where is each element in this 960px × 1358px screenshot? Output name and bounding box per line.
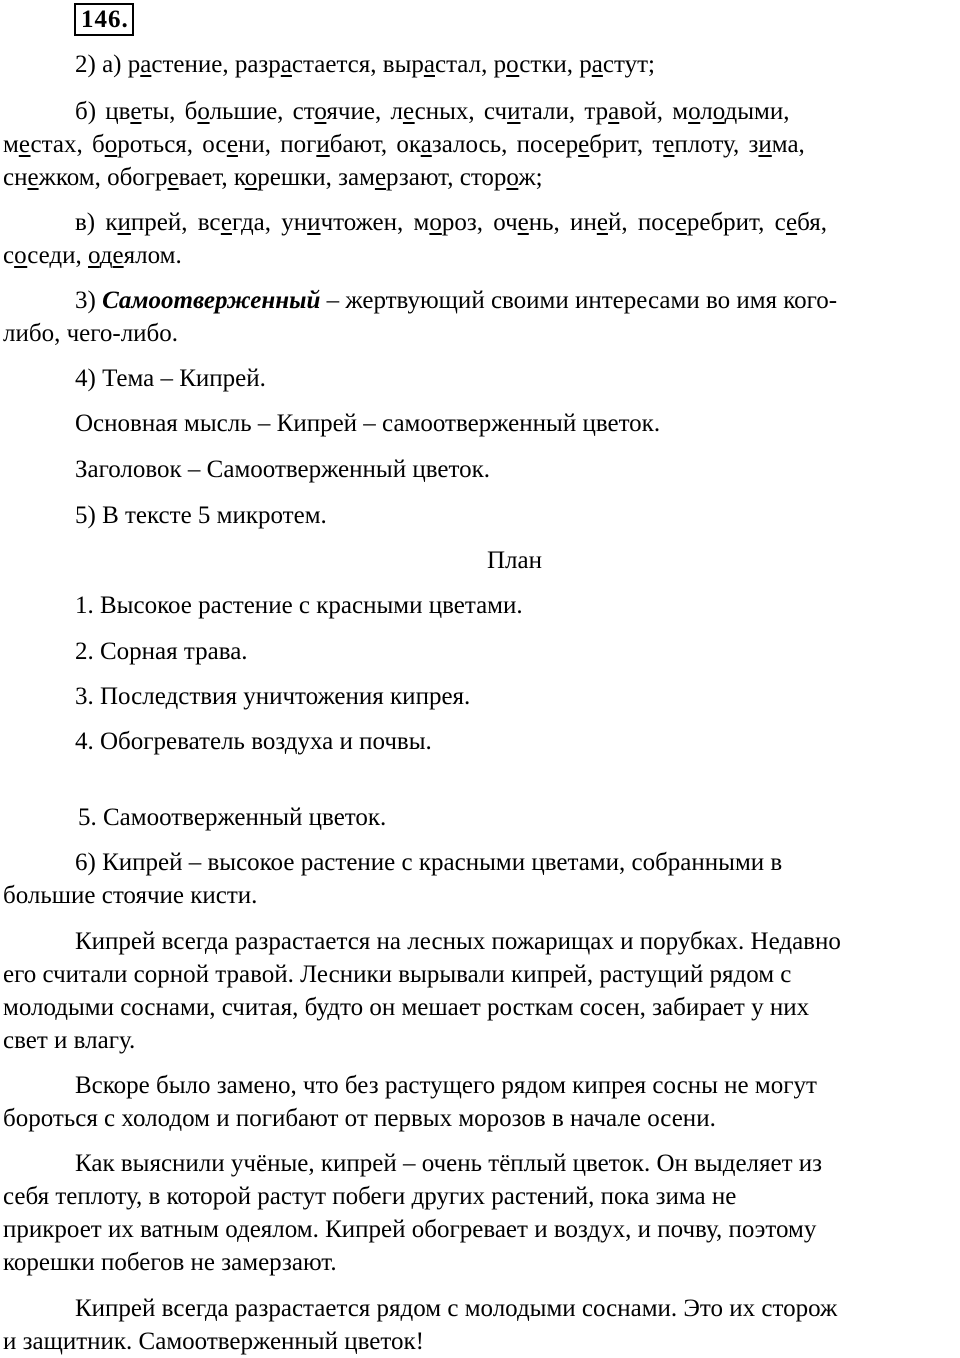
- part6-p4-line-4: корешки побегов не замерзают.: [3, 1249, 337, 1276]
- defined-term: Самоотверженный: [102, 287, 321, 314]
- text-fragment: в) к: [75, 209, 118, 236]
- underlined-letter: е: [517, 209, 529, 236]
- underlined-letter: о: [104, 131, 118, 158]
- text-fragment: роться, ос: [117, 131, 227, 158]
- text-fragment: ялом.: [123, 242, 182, 269]
- text-fragment: стки, р: [519, 51, 592, 78]
- plan-item-1: 1. Высокое растение с красными цветами.: [75, 592, 523, 619]
- part2-b-line-1: [75, 97, 790, 127]
- part4-theme: 4) Тема – Кипрей.: [75, 365, 266, 392]
- part6-p3-line-1: Вскоре было замено, что без растущего рядом кипрея сосны не могут: [75, 1072, 817, 1099]
- text-fragment: ты, б: [141, 98, 198, 125]
- underlined-letter: е: [402, 98, 415, 125]
- underlined-letter: о: [244, 164, 258, 191]
- part2-b-line-2: [3, 130, 805, 160]
- underlined-letter: о: [506, 51, 520, 78]
- underlined-letter: и: [758, 131, 772, 158]
- underlined-letter: а: [423, 51, 435, 78]
- text-fragment: стут;: [602, 51, 655, 78]
- plan-item-4: 4. Обогреватель воздуха и почвы.: [75, 728, 432, 755]
- part6-p1-line-1: 6) Кипрей – высокое растение с красными цветами, собранными в: [75, 849, 783, 876]
- underlined-letter: е: [663, 131, 675, 158]
- underlined-letter: е: [18, 131, 31, 158]
- text-fragment: с: [3, 242, 15, 269]
- underlined-letter: о: [88, 242, 100, 269]
- part2-c-line-2: [3, 241, 182, 271]
- text-fragment: ячие, л: [326, 98, 403, 125]
- text-fragment: ма,: [771, 131, 805, 158]
- underlined-letter: и: [316, 131, 330, 158]
- part6-p1-line-2: большие стоячие кисти.: [3, 882, 258, 909]
- text-fragment: бя,: [797, 209, 827, 236]
- text-fragment: жком, обогр: [38, 164, 168, 191]
- part2-a-line: [75, 50, 655, 80]
- underlined-letter: и: [307, 209, 321, 236]
- part3-line-2: [3, 319, 178, 349]
- text-fragment: либо, чего-либо.: [3, 320, 179, 347]
- part3-line-1: [75, 286, 837, 316]
- plan-item-2: 2. Сорная трава.: [75, 638, 248, 665]
- underlined-letter: е: [374, 164, 387, 191]
- underlined-letter: е: [226, 131, 238, 158]
- part4-main-idea: Основная мысль – Кипрей – самоотверженный цветок.: [75, 410, 661, 437]
- part5-intro: 5) В тексте 5 микротем.: [75, 502, 327, 529]
- text-fragment: чтожен, м: [320, 209, 430, 236]
- text-fragment: седи,: [27, 242, 89, 269]
- part6-p4-line-1: Как выяснили учёные, кипрей – очень тёплый цветок. Он выделяет из: [75, 1150, 823, 1177]
- underlined-letter: а: [608, 98, 620, 125]
- text-fragment: сн: [3, 164, 28, 191]
- text-fragment: льшие, ст: [209, 98, 315, 125]
- text-fragment: решки, зам: [257, 164, 375, 191]
- text-fragment: роз, оч: [441, 209, 518, 236]
- text-fragment: плоту, з: [674, 131, 759, 158]
- underlined-letter: а: [140, 51, 152, 78]
- text-fragment: дыми,: [724, 98, 790, 125]
- text-fragment: вой, м: [619, 98, 689, 125]
- text-fragment: брит, т: [589, 131, 664, 158]
- underlined-letter: а: [420, 131, 432, 158]
- text-fragment: – жертвующий своими интересами во имя кого-: [320, 287, 838, 314]
- text-fragment: б) цв: [75, 98, 131, 125]
- text-fragment: прей, вс: [130, 209, 221, 236]
- text-fragment: гда, ун: [231, 209, 308, 236]
- underlined-letter: о: [712, 98, 725, 125]
- text-fragment: ребрит, с: [686, 209, 786, 236]
- underlined-letter: е: [675, 209, 687, 236]
- text-fragment: стал, р: [434, 51, 507, 78]
- underlined-letter: е: [112, 242, 124, 269]
- part6-p2-line-2: его считали сорной травой. Лесники вырывали кипрей, растущий рядом с: [3, 961, 792, 988]
- underlined-letter: е: [130, 98, 142, 125]
- text-fragment: ж;: [518, 164, 543, 191]
- text-fragment: рзают, стор: [386, 164, 507, 191]
- plan-heading: План: [487, 547, 543, 574]
- text-fragment: 2) а) р: [75, 51, 141, 78]
- underlined-letter: о: [314, 98, 327, 125]
- underlined-letter: о: [197, 98, 210, 125]
- underlined-letter: о: [688, 98, 701, 125]
- part6-p3-line-2: бороться с холодом и погибают от первых морозов в начале осени.: [3, 1105, 716, 1132]
- plan-item-5: 5. Самоотверженный цветок.: [78, 804, 387, 831]
- text-fragment: бают, ок: [329, 131, 421, 158]
- underlined-letter: о: [429, 209, 442, 236]
- text-fragment: м: [3, 131, 19, 158]
- part2-c-line-1: [75, 208, 827, 238]
- text-fragment: 3): [75, 287, 103, 314]
- text-fragment: стается, выр: [291, 51, 424, 78]
- underlined-letter: а: [280, 51, 292, 78]
- part2-b-line-3: [3, 163, 543, 193]
- text-fragment: л: [700, 98, 713, 125]
- underlined-letter: о: [506, 164, 519, 191]
- text-fragment: стах, б: [30, 131, 105, 158]
- text-fragment: залось, посер: [431, 131, 579, 158]
- part6-p4-line-3: прикроет их ватным одеялом. Кипрей обогревает и воздух, и почву, поэтому: [3, 1216, 817, 1243]
- part6-p2-line-1: Кипрей всегда разрастается на лесных пожарищах и порубках. Недавно: [75, 928, 841, 955]
- text-fragment: стение, разр: [151, 51, 281, 78]
- exercise-number: 146.: [74, 3, 134, 36]
- text-fragment: сных, сч: [414, 98, 508, 125]
- underlined-letter: е: [596, 209, 608, 236]
- part6-p2-line-4: свет и влагу.: [3, 1027, 136, 1054]
- plan-item-3: 3. Последствия уничтожения кипрея.: [75, 683, 471, 710]
- underlined-letter: е: [167, 164, 179, 191]
- text-fragment: вает, к: [178, 164, 245, 191]
- underlined-letter: а: [591, 51, 603, 78]
- text-fragment: нь, ин: [528, 209, 597, 236]
- underlined-letter: е: [27, 164, 39, 191]
- part4-title: Заголовок – Самоотверженный цветок.: [75, 456, 490, 483]
- text-fragment: ни, пог: [237, 131, 317, 158]
- text-fragment: д: [99, 242, 113, 269]
- underlined-letter: о: [14, 242, 28, 269]
- part6-p5-line-2: и защитник. Самоотверженный цветок!: [3, 1328, 424, 1355]
- underlined-letter: и: [117, 209, 131, 236]
- part6-p5-line-1: Кипрей всегда разрастается рядом с молодыми соснами. Это их сторож: [75, 1295, 838, 1322]
- text-fragment: тали, тр: [520, 98, 609, 125]
- part6-p4-line-2: себя теплоту, в которой растут побеги других растений, пока зима не: [3, 1183, 737, 1210]
- underlined-letter: е: [578, 131, 590, 158]
- part6-p2-line-3: молодыми соснами, считая, будто он мешает росткам сосен, забирает у них: [3, 994, 810, 1021]
- text-fragment: й, пос: [607, 209, 676, 236]
- underlined-letter: е: [786, 209, 798, 236]
- underlined-letter: и: [507, 98, 521, 125]
- underlined-letter: е: [220, 209, 232, 236]
